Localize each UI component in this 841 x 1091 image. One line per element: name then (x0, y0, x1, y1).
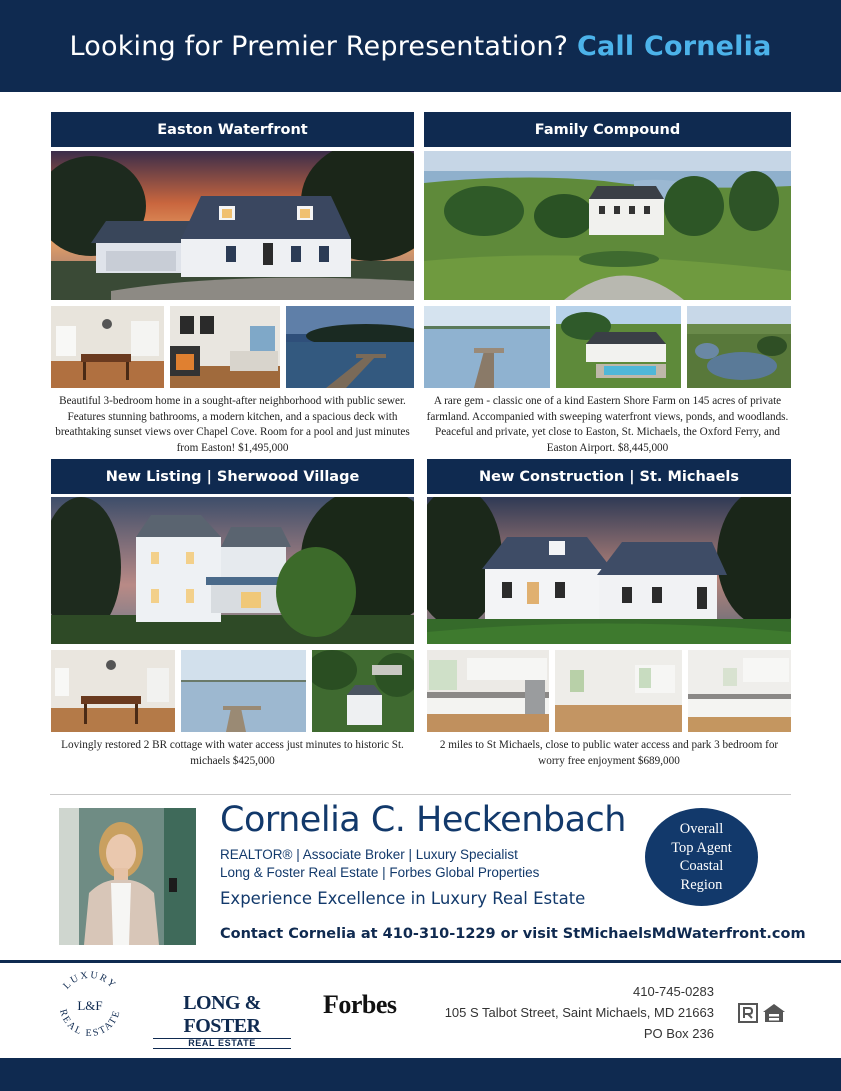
thumb-new-kitchen (427, 650, 549, 732)
equal-housing-icon (762, 1003, 786, 1023)
main-photo-easton (51, 151, 414, 300)
agent-tagline: Experience Excellence in Luxury Real Estate (220, 889, 586, 908)
lf-logo-main: LONG & FOSTER (183, 992, 261, 1037)
listing-title-family-compound: Family Compound (424, 112, 791, 147)
seal-text-top: LUXURY (61, 969, 119, 992)
contact-line[interactable]: Contact Cornelia at 410-310-1229 or visit StMichaelsMdWaterfront.com (220, 926, 806, 942)
thumb-sherwood-aerial (312, 650, 414, 732)
footer-rule (0, 960, 841, 963)
thumb-family-pool (556, 306, 681, 388)
bottom-bar (0, 1058, 841, 1091)
seal-text-bottom: REAL ESTATE (57, 1008, 123, 1040)
office-address-block (445, 981, 714, 1044)
banner-accent: Call Cornelia (577, 30, 772, 62)
listing-title-easton: Easton Waterfront (51, 112, 414, 147)
main-photo-family-compound (424, 151, 791, 300)
office-address: 105 S Talbot Street, Saint Michaels, MD 21663 (444, 1005, 714, 1020)
award-line-1: Overall (679, 821, 724, 837)
thumb-easton-dining (51, 306, 164, 388)
svg-text:LUXURY (61, 970, 119, 992)
lf-logo-sub: REAL ESTATE (153, 1038, 291, 1049)
header-banner (0, 0, 841, 92)
office-phone[interactable]: 410-745-0283 (633, 984, 714, 999)
thumb-family-ponds (687, 306, 791, 388)
thumb-new-white-kitchen (688, 650, 791, 732)
banner-text: Looking for Premier Representation? (69, 30, 569, 62)
agent-name: Cornelia C. Heckenbach (220, 800, 626, 840)
office-po-box: PO Box 236 (643, 1026, 714, 1041)
listing-description-sherwood: Lovingly restored 2 BR cottage with water access just minutes to historic St. michaels $425,000 (61, 739, 404, 767)
long-foster-logo (147, 992, 297, 1049)
thumb-easton-dock (286, 306, 414, 388)
realtor-icon (738, 1003, 758, 1023)
main-photo-new-construction (427, 497, 791, 644)
forbes-logo: Forbes (323, 990, 397, 1019)
main-photo-sherwood (51, 497, 414, 644)
seal-mark: L&F (77, 998, 103, 1013)
section-divider (50, 794, 791, 795)
banner-headline (70, 31, 772, 62)
thumb-new-living (555, 650, 682, 732)
agent-company: Long & Foster Real Estate | Forbes Global Properties (220, 865, 540, 880)
award-line-2: Top Agent (671, 839, 732, 856)
thumb-easton-living (170, 306, 280, 388)
award-badge (645, 808, 758, 906)
luxury-real-estate-seal (52, 968, 128, 1044)
agent-photo (59, 808, 196, 945)
listing-description-family-compound: A rare gem - classic one of a kind Eastern Shore Farm on 145 acres of private farmland. Accompanied with sweeping waterfront views, ponds, and woodlands. Peaceful and private, yet close to Easton, St. Michaels, the Oxford Ferry, and Easton Airport. $8,445,000 (426, 395, 789, 454)
agent-titles: REALTOR® | Associate Broker | Luxury Specialist (220, 847, 518, 862)
thumb-sherwood-dining (51, 650, 175, 732)
listing-description-easton: Beautiful 3-bedroom home in a sought-after neighborhood with public sewer. Features stunning bathrooms, a modern kitchen, and a spacious deck with breathtaking sunset views over Chapel Cove. Room for a pool and just minutes from Easton! $1,495,000 (55, 395, 410, 454)
award-line-4: Region (680, 876, 723, 893)
award-line-3: Coastal (679, 858, 724, 874)
listing-title-sherwood: New Listing | Sherwood Village (51, 459, 414, 494)
thumb-family-pier (424, 306, 550, 388)
listing-title-new-construction: New Construction | St. Michaels (427, 459, 791, 494)
compliance-icons (738, 1003, 786, 1023)
thumb-sherwood-water (181, 650, 306, 732)
listing-description-new-construction: 2 miles to St Michaels, close to public water access and park 3 bedroom for worry free enjoyment $689,000 (439, 739, 779, 767)
